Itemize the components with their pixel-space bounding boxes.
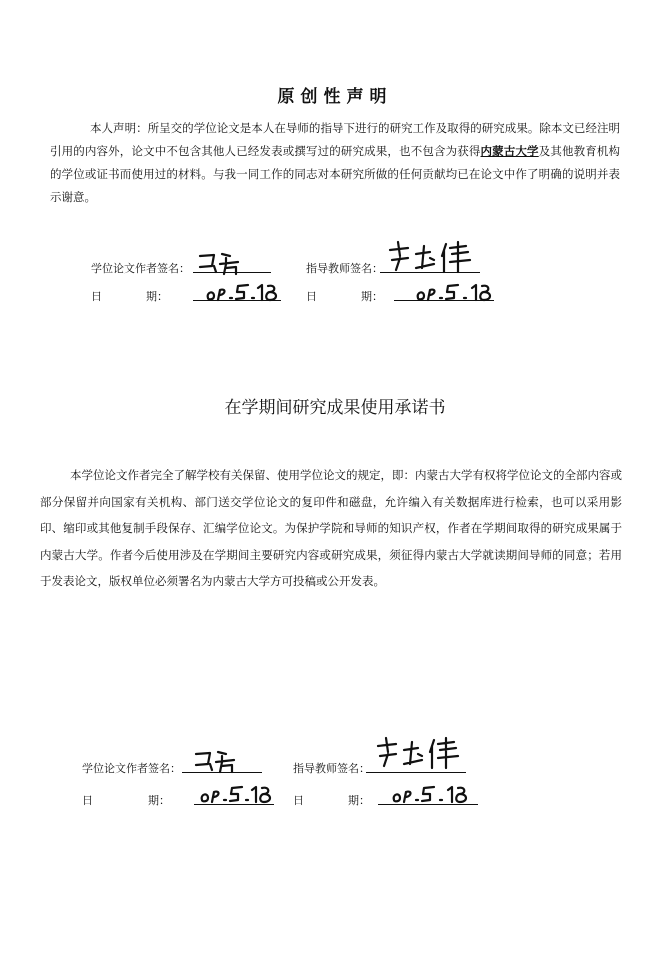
- commitment-paragraph: 本学位论文作者完全了解学校有关保留、使用学位论文的规定，即：内蒙古大学有权将学位论文的全部内容或部分保留并向国家有关机构、部门送交学位论文的复印件和磁盘，允许编入有关数据库进行检索，也可以采用影印、缩印或其他复制手段保存、汇编学位论文。为保护学院和导师的知识产权，作者在学期间取得的研究成果属于内蒙古大学。作者今后使用涉及在学期间主要研究内容或研究成果，须征得内蒙古大学就读期间导师的同意；若用于发表论文，版权单位必须署名为内蒙古大学方可投稿或公开发表。: [40, 468, 622, 588]
- declaration-advisor-handwritten-date: [414, 278, 500, 304]
- commitment-advisor-signature-label: 指导教师签名：: [293, 762, 370, 775]
- university-name-highlight: 内蒙古大学: [480, 144, 539, 158]
- commitment-author-handwritten-date: [198, 780, 282, 808]
- commitment-author-handwritten-signature: [192, 748, 252, 776]
- commitment-date-label-left: 日 期：: [82, 794, 170, 807]
- declaration-advisor-signature-label: 指导教师签名：: [306, 262, 383, 275]
- declaration-date-label-left: 日 期：: [91, 290, 168, 303]
- declaration-text-tail: 及其他教育机构的学位或证书而使用过的材料。与我一同工作的同志对本研究所做的任何贡献均已在论文中作了明确的说明并表示谢意。: [50, 144, 621, 204]
- declaration-author-handwritten-signature: [196, 250, 256, 276]
- declaration-author-signature-label: 学位论文作者签名：: [91, 262, 190, 275]
- commitment-advisor-handwritten-signature: [374, 736, 466, 772]
- declaration-date-label-right: 日 期：: [306, 290, 383, 303]
- commitment-author-signature-label: 学位论文作者签名：: [82, 762, 181, 775]
- commitment-date-label-right: 日 期：: [293, 794, 370, 807]
- commitment-title: 在学期间研究成果使用承诺书: [224, 398, 446, 418]
- declaration-text-lead: 本人声明：所呈交的学位论文是本人在导师的指导下进行的研究工作及取得的研究成果。除本文已经注明引用的内容外，论文中不包含其他人已经发表或撰写过的研究成果，也不包含为获得: [50, 121, 620, 158]
- declaration-author-handwritten-date: [204, 278, 284, 304]
- declaration-paragraph: [50, 117, 620, 209]
- commitment-advisor-handwritten-date: [390, 780, 480, 808]
- declaration-title: 原创性声明: [277, 87, 393, 107]
- declaration-advisor-handwritten-signature: [386, 240, 478, 274]
- commitment-advisor-signature-line: [366, 772, 466, 773]
